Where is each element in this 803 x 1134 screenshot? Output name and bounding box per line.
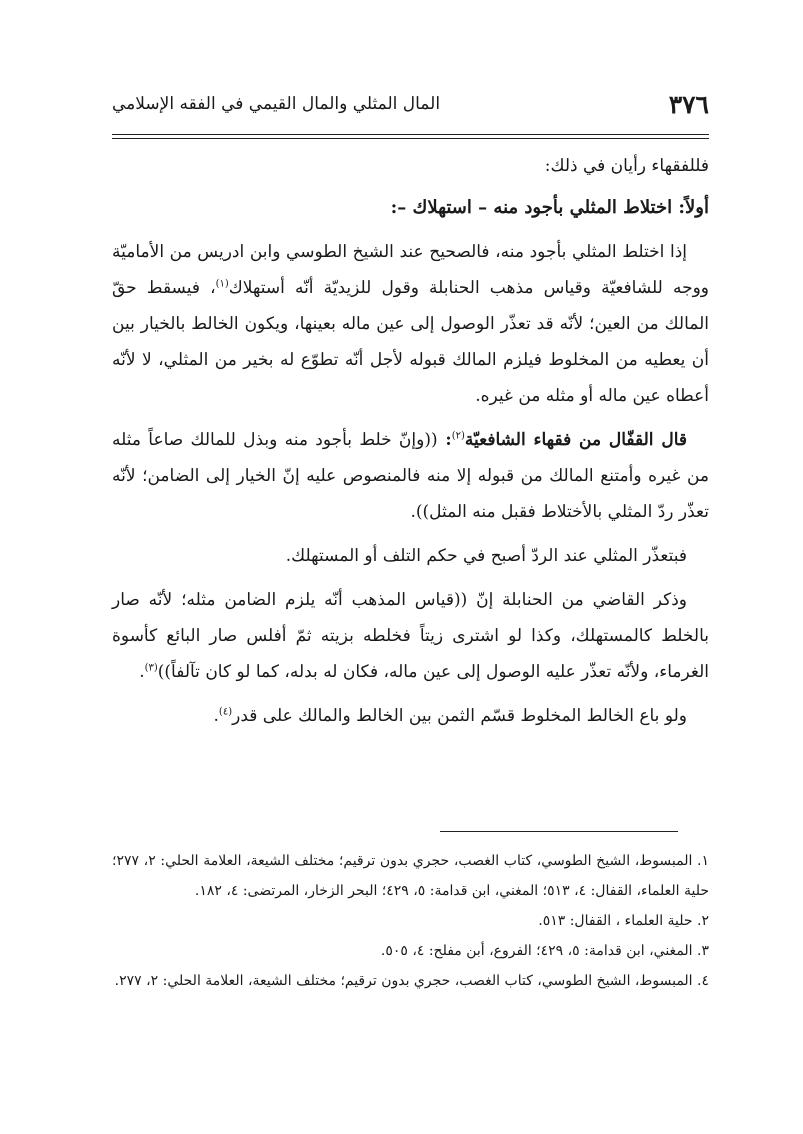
page-header — [112, 88, 709, 132]
footnote-ref-2: (٢) — [451, 430, 465, 442]
footnote-ref-1: (١) — [215, 278, 229, 290]
paragraph-3: فبتعذّر المثلي عند الردّ أصبح في حكم التلف أو المستهلك. — [285, 546, 687, 566]
paragraph-2-text: ((وإنّ خلط بأجود منه وبذل للمالك صاعاً مثله من غيره وأمتنع المالك من قبوله إلا منه فالمنصوص عليه إنّ الخيار إلى الضامن؛ لأنّه تعذّر ردّ المثلي بالأختلاط فقبل منه المثل)). — [112, 430, 709, 522]
main-text — [112, 148, 709, 742]
intro-line: فللفقهاء رأيان في ذلك: — [544, 156, 709, 176]
footnotes — [112, 846, 709, 996]
footnote-ref-3: (٣) — [144, 662, 158, 674]
paragraph-1-text-after: ، فيسقط حقّ المالك من العين؛ لأنّه قد تعذّر الوصول إلى عين ماله بعينها، ويكون الخالط بالخيار بين أن يعطيه من المخلوط فيلزم المالك قبوله لأجل أنّه تطوّع له بخير من المثلي، لا لأنّه أعطاه عين ماله أو مثله من غيره. — [112, 278, 709, 406]
paragraph-4-end: . — [139, 662, 145, 682]
paragraph-1-text: إذا اختلط المثلي بأجود منه، فالصحيح عند الشيخ الطوسي وابن ادريس من الأماميّة ووجه للشافعيّة وقياس مذهب الحنابلة وقول للزيديّة أنّه أستهلاك — [112, 242, 709, 298]
paragraph-5-text: ولو باع الخالط المخلوط قسّم الثمن بين الخالط والمالك على قدر — [232, 706, 687, 726]
footnote-1: ١. المبسوط، الشيخ الطوسي، كتاب الغصب، حجري بدون ترقيم؛ مختلف الشيعة، العلامة الحلي: ٢، ٢٧٧؛ حلية العلماء، القفال: ٤، ٥١٣؛ المغني، ابن قدامة: ٥، ٤٢٩؛ البحر الزخار، المرتضى: ٤، ١٨٢. — [112, 853, 710, 899]
footnote-3: ٣. المغني، ابن قدامة: ٥، ٤٢٩؛ الفروع، أبن مفلح: ٤، ٥٠٥. — [380, 943, 709, 959]
paragraph-5-end: . — [213, 706, 219, 726]
paragraph-1 — [112, 234, 709, 414]
header-rule — [112, 134, 709, 135]
footnote-2: ٢. حلية العلماء ، القفال: ٥١٣. — [538, 913, 709, 929]
footnote-ref-4: (٤) — [218, 706, 233, 718]
footnote-separator — [440, 831, 678, 832]
paragraph-2 — [112, 422, 709, 530]
page-number: ٣٧٦ — [668, 90, 709, 119]
header-rule-thin — [112, 138, 709, 139]
section-heading: أولاً: اختلاط المثلي بأجود منه – استهلاك –: — [390, 197, 709, 218]
running-title: المال المثلي والمال القيمي في الفقه الإسلامي — [112, 94, 441, 114]
paragraph-5 — [112, 698, 709, 734]
paragraph-2-colon: : — [437, 430, 452, 450]
footnote-4: ٤. المبسوط، الشيخ الطوسي، كتاب الغصب، حجري بدون ترقيم؛ مختلف الشيعة، العلامة الحلي: ٢، ٢٧٧. — [114, 973, 709, 989]
paragraph-2-lead: قال القفّال من فقهاء الشافعيّة — [464, 430, 687, 450]
paragraph-4 — [112, 582, 709, 690]
paragraph-4-text: وذكر القاضي من الحنابلة إنّ ((قياس المذهب أنّه يلزم الضامن مثله؛ لأنّه صار بالخلط كالمستهلك، وكذا لو اشترى زيتاً فخلطه بزيته ثمّ أفلس صار البائع كأسوة الغرماء، ولأنّه تعذّر عليه الوصول إلى عين ماله، فكان له بدله، كما لو كان تآلفاً)) — [112, 590, 709, 682]
